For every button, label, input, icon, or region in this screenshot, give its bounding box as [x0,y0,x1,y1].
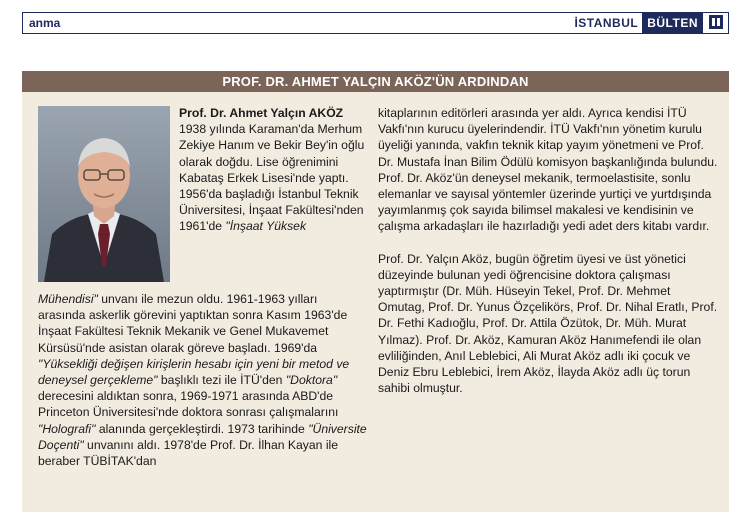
portrait-photo [38,106,170,282]
column1-body [38,291,368,469]
section-label: anma [29,16,61,30]
brand [570,13,703,33]
person-name: Prof. Dr. Ahmet Yalçın AKÖZ [179,106,344,120]
brand-name-part2: BÜLTEN [642,13,703,33]
biography-paragraph [38,291,368,469]
career-paragraph: kitaplarının editörleri arasında yer aldı. Ayrıca kendisi İTÜ Vakfı'nın kurucu üyelerindendir. İTÜ Vakfı'nın yönetim kurulu üyeliği yanında, vakfın teknik kitap yayım yönetmeni ve Prof. Dr. Mustafa İnan Bilim Ödülü komisyon başkanlığında bulundu. Prof. Dr. Aköz'ün deneysel mekanik, termoelastisite, sonlu elemanlar ve sayısal yöntemler üzerinde yurtiçi ve yurtdışında yayımlanmış çok sayıda bilimsel makalesi ve kendisinin ve çalışma arkadaşları ile hazırladığı yedi adet ders kitabı vardır. [378,106,718,234]
itu-logo-icon [709,15,723,29]
portrait-illustration [38,106,170,282]
bio-text: unvanı ile mezun oldu. 1961-1963 yılları arasında askerlik görevini yaptıktan sonra Kasım 1963'de İnşaat Fakültesi Teknik Mekanik ve Genel Mukavemet Kürsüsü'nde asistan olarak göreve başladı. 1969'da [38,292,348,355]
associate-prof-label: "Üniversite Doçenti" [38,421,367,452]
intro-paragraph [179,105,369,235]
header-bar [22,12,729,34]
degree-title-start: "İnşaat Yüksek [225,219,307,234]
brand-name-part1: İSTANBUL [574,16,639,30]
column1-intro [179,105,369,235]
article-title: PROF. DR. AHMET YALÇIN AKÖZ'ÜN ARDINDAN [22,71,729,92]
article-panel [22,71,729,512]
holography-label: "Holografi" [38,421,96,436]
bio-text: unvanını aldı. 1978'de Prof. Dr. İlhan Kayan ile beraber TÜBİTAK'dan [38,437,339,469]
thesis-title: "Yüksekliği değişen kirişlerin hesabı için yeni bir metod ve deneysel gerçekleme" [38,356,350,388]
students-family-paragraph: Prof. Dr. Yalçın Aköz, bugün öğretim üyesi ve üst yönetici düzeyinde bulunan yedi öğrencisine doktora çalışması yaptırmıştır (Dr. Müh. Hüseyin Tekel, Prof. Dr. Mehmet Omutag, Prof. Dr. Yunus Özçelikörs, Prof. Dr. Nihal Eratlı, Prof. Dr. Fethi Kadıoğlu, Prof. Dr. Attila Özütok, Dr. Müh. Murat Yılmaz). Prof. Dr. Aköz, Kamuran Aköz Hanımefendi ile olan evliliğinden, Anıl Leblebici, Ali Murat Aköz adlı iki çocuk ve Deniz Ebru Leblebici, İrem Aköz, İlayda Aköz adlı üç torun sahibi olmuştur. [378,251,718,396]
degree-title-end: Mühendisi" [38,292,98,306]
bio-text: başlıklı tezi ile İTÜ'den [157,373,286,388]
doctorate-label: "Doktora" [285,373,338,388]
bio-text: alanında gerçekleştirdi. 1973 tarihinde [95,421,309,436]
intro-text: 1938 yılında Karaman'da Merhum Zekiye Hanım ve Bekir Bey'in oğlu olarak doğdu. Lise öğrenimini Kabataş Erkek Lisesi'nde yaptı. 1956'da başladığı İstanbul Teknik Üniversitesi, İnşaat Fakültesi'nden 1961'de [179,122,365,234]
bio-text: derecesini aldıktan sonra, 1969-1971 arasında ABD'de Princeton Üniversitesi'nde doktora sonrası çalışmalarını [38,389,339,420]
column2 [378,105,718,396]
